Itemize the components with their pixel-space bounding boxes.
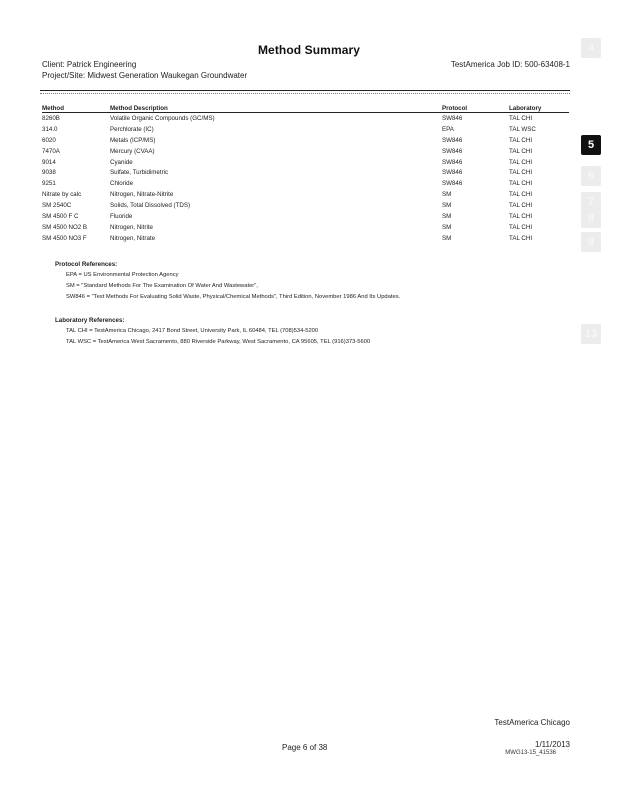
- table-row: [42, 124, 569, 135]
- laboratory-cell: TAL CHI: [509, 180, 533, 188]
- method-cell: 7470A: [42, 147, 60, 155]
- protocol-cell: SW846: [442, 180, 463, 188]
- section-tab-7[interactable]: 7: [581, 192, 601, 212]
- page-number: Page 6 of 38: [282, 743, 328, 752]
- method-cell: Nitrate by calc: [42, 191, 82, 199]
- table-row: [42, 135, 569, 146]
- description-cell: Sulfate, Turbidimetric: [110, 169, 169, 177]
- protocol-cell: SW846: [442, 114, 463, 122]
- column-header-laboratory: Laboratory: [509, 102, 569, 113]
- column-header-protocol: Protocol: [442, 102, 509, 113]
- table-row: [42, 222, 569, 233]
- laboratory-cell: TAL CHI: [509, 234, 533, 242]
- protocol-cell: SW846: [442, 169, 463, 177]
- report-date: 1/11/2013: [535, 740, 570, 749]
- description-cell: Perchlorate (IC): [110, 125, 154, 133]
- table-row: [42, 167, 569, 178]
- method-cell: 9038: [42, 169, 56, 177]
- page-title: Method Summary: [257, 43, 361, 57]
- laboratory-reference: TAL CHI = TestAmerica Chicago, 2417 Bond Street, University Park, IL 60484, TEL (708)534-5200: [66, 328, 319, 334]
- table-row: [42, 233, 569, 244]
- laboratory-cell: TAL CHI: [509, 202, 533, 210]
- method-cell: SM 4500 NO2 B: [42, 223, 88, 231]
- laboratory-cell: TAL CHI: [509, 158, 533, 166]
- method-cell: 9251: [42, 180, 56, 188]
- table-header-row: [42, 102, 569, 113]
- method-cell: 9014: [42, 158, 56, 166]
- footer-lab-name: TestAmerica Chicago: [494, 718, 570, 727]
- protocol-reference: SW846 = "Test Methods For Evaluating Solid Waste, Physical/Chemical Methods", Third Edition, November 1986 And Its Updates.: [66, 294, 401, 300]
- section-tab-4[interactable]: 4: [581, 38, 601, 58]
- protocol-reference: EPA = US Environmental Protection Agency: [66, 272, 179, 278]
- section-tab-9[interactable]: 9: [581, 232, 601, 252]
- header-rule: [40, 90, 570, 91]
- section-tab-8[interactable]: 8: [581, 208, 601, 228]
- method-cell: 8260B: [42, 114, 60, 122]
- project-site: Project/Site: Midwest Generation Waukegan Groundwater: [42, 71, 248, 80]
- laboratory-cell: TAL CHI: [509, 169, 533, 177]
- table-row: [42, 178, 569, 189]
- laboratory-cell: TAL CHI: [509, 191, 533, 199]
- laboratory-cell: TAL CHI: [509, 212, 533, 220]
- document-id: MWG13-15_41536: [505, 750, 556, 756]
- laboratory-cell: TAL CHI: [509, 147, 533, 155]
- description-cell: Nitrogen, Nitrite: [110, 223, 153, 231]
- table-row: [42, 211, 569, 222]
- description-cell: Metals (ICP/MS): [110, 136, 156, 144]
- description-cell: Volatile Organic Compounds (GC/MS): [110, 114, 215, 122]
- description-cell: Solids, Total Dissolved (TDS): [110, 202, 191, 210]
- column-header-description: Method Description: [110, 102, 442, 113]
- description-cell: Cyanide: [110, 158, 133, 166]
- description-cell: Mercury (CVAA): [110, 147, 155, 155]
- method-cell: 6020: [42, 136, 56, 144]
- method-cell: 314.0: [42, 125, 58, 133]
- laboratory-cell: TAL WSC: [509, 125, 536, 133]
- protocol-cell: EPA: [442, 125, 454, 133]
- method-cell: SM 4500 F C: [42, 212, 79, 220]
- protocol-cell: SM: [442, 202, 452, 210]
- laboratory-references-title: Laboratory References:: [55, 317, 125, 324]
- protocol-references-title: Protocol References:: [55, 261, 118, 268]
- protocol-reference: SM = "Standard Methods For The Examination Of Water And Wastewater",: [66, 283, 258, 289]
- table-row: [42, 189, 569, 200]
- description-cell: Chloride: [110, 180, 134, 188]
- column-header-method: Method: [42, 102, 110, 113]
- section-tab-13[interactable]: 13: [581, 324, 601, 344]
- header-rule-secondary: [40, 93, 570, 94]
- protocol-cell: SW846: [442, 136, 463, 144]
- protocol-cell: SM: [442, 212, 452, 220]
- laboratory-cell: TAL CHI: [509, 136, 533, 144]
- job-id: TestAmerica Job ID: 500-63408-1: [450, 60, 570, 69]
- protocol-cell: SM: [442, 223, 452, 231]
- description-cell: Nitrogen, Nitrate-Nitrite: [110, 191, 174, 199]
- protocol-cell: SM: [442, 191, 452, 199]
- description-cell: Fluoride: [110, 212, 133, 220]
- protocol-cell: SM: [442, 234, 452, 242]
- table-row: [42, 146, 569, 157]
- laboratory-cell: TAL CHI: [509, 223, 533, 231]
- method-cell: SM 2540C: [42, 202, 72, 210]
- method-table: [42, 102, 569, 244]
- description-cell: Nitrogen, Nitrate: [110, 234, 156, 242]
- protocol-cell: SW846: [442, 158, 463, 166]
- section-tab-6[interactable]: 6: [581, 166, 601, 186]
- method-cell: SM 4500 NO3 F: [42, 234, 87, 242]
- protocol-cell: SW846: [442, 147, 463, 155]
- table-row: [42, 200, 569, 211]
- laboratory-reference: TAL WSC = TestAmerica West Sacramento, 880 Riverside Parkway, West Sacramento, CA 95605, TEL (916)373-5600: [66, 339, 371, 345]
- laboratory-cell: TAL CHI: [509, 114, 533, 122]
- section-tab-5[interactable]: 5: [581, 135, 601, 155]
- table-row: [42, 113, 569, 124]
- table-row: [42, 157, 569, 168]
- client-name: Client: Patrick Engineering: [42, 60, 137, 69]
